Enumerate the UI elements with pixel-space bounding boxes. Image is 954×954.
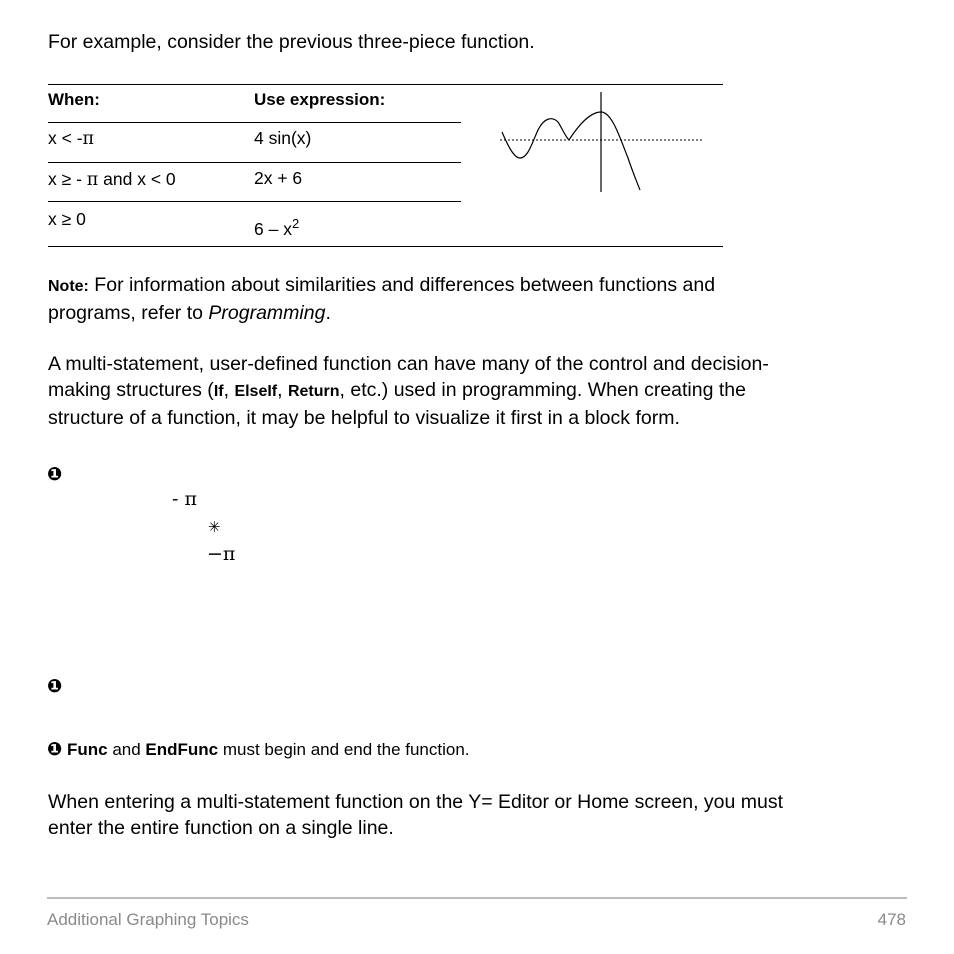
callout-1-icon: ❶ [47,676,63,696]
table-row-2-expression: 2x + 6 [254,168,303,188]
negative-pi-symbol: −π [207,543,236,565]
function-graph [490,88,710,198]
programming-reference: Programming [208,302,326,324]
table-row-3-condition: x ≥ 0 [48,209,86,229]
callout-1-icon: ❶ [47,739,63,759]
asterisk-icon: ✳ [208,518,221,536]
graph-curve-sine [502,119,569,158]
callout-footnote: ❶ Func and EndFunc must begin and end the function. [47,739,470,759]
single-line-paragraph: When entering a multi-statement function on the Y= Editor or Home screen, you must enter the entire function on a single line. [48,791,784,839]
note-paragraph: Note: For information about similarities and differences between functions and programs, refer to Programming. [48,274,716,324]
table-top-rule [48,84,723,85]
table-row-rule [48,201,461,202]
callout-1-icon: ❶ [47,464,63,484]
table-row-2-condition: x ≥ - π and x < 0 [48,169,176,190]
graph-curve-linear [569,112,601,140]
note-label: Note: [48,278,89,295]
table-row-1-condition: x < -π [48,128,95,149]
table-header-expression: Use expression: [254,90,386,109]
table-header-rule [48,122,461,123]
table-row-rule [48,162,461,163]
page-number: 478 [877,910,906,929]
minus-pi-symbol: - π [172,488,197,510]
table-row-1-expression: 4 sin(x) [254,128,312,148]
graph-curve-parabola [601,112,640,190]
multi-statement-paragraph: A multi-statement, user-defined function can have many of the control and decision- making structures (If, ElseIf, Return, etc.) used in programming. When creating the structure of a function, it may be helpful to visualize it first in a block form. [48,353,769,429]
table-bottom-rule [48,246,723,247]
footer-rule [47,897,907,899]
table-header-when: When: [48,90,100,109]
table-row-3-expression: $6 - x^2$ [254,216,300,239]
footer-section-title: Additional Graphing Topics [47,910,249,929]
intro-text: For example, consider the previous three-piece function. [48,31,535,53]
